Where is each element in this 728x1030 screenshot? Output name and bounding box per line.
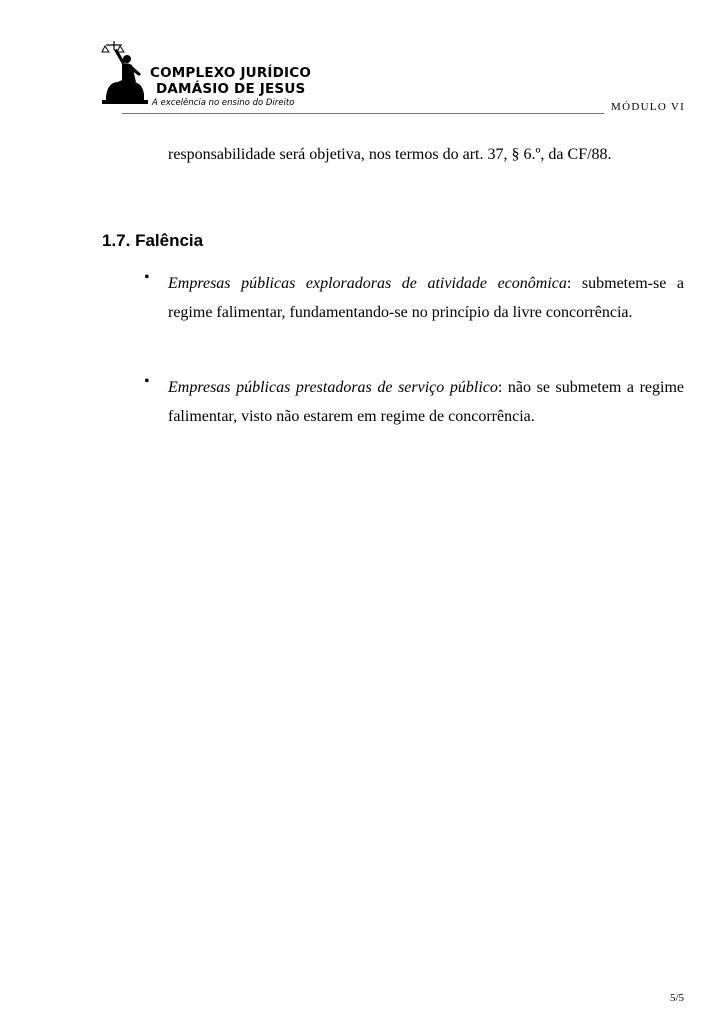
bullet-rest: : submetem-se a regime falimentar, fundamentando-se no princípio da livre concorrência.	[168, 275, 685, 321]
logo-tagline: A excelência no ensino do Direito	[152, 98, 295, 108]
logo-title-line1: COMPLEXO JURÍDICO	[150, 65, 312, 81]
logo	[100, 38, 312, 108]
bullet-lead: Empresas públicas exploradoras de atividade econômica	[168, 275, 567, 292]
logo-title-line2: DAMÁSIO DE JESUS	[156, 81, 306, 97]
section-heading: 1.7. Falência	[102, 231, 204, 250]
bullet-text	[168, 269, 684, 327]
bullet-icon: •	[144, 373, 150, 390]
bullet-lead: Empresas públicas prestadoras de serviço público	[168, 379, 498, 396]
page-number: 5/5	[670, 992, 685, 1004]
continuation-paragraph: responsabilidade será objetiva, nos termos do art. 37, § 6.º, da CF/88.	[168, 146, 612, 163]
bullet-rest: : não se submetem a regime falimentar, visto não estarem em regime de concorrência.	[168, 379, 684, 425]
bullet-icon: •	[144, 269, 150, 286]
justice-statue-icon	[100, 38, 150, 106]
module-label: MÓDULO VI	[611, 101, 686, 113]
bullet-text	[168, 373, 684, 431]
header-divider	[122, 113, 604, 114]
